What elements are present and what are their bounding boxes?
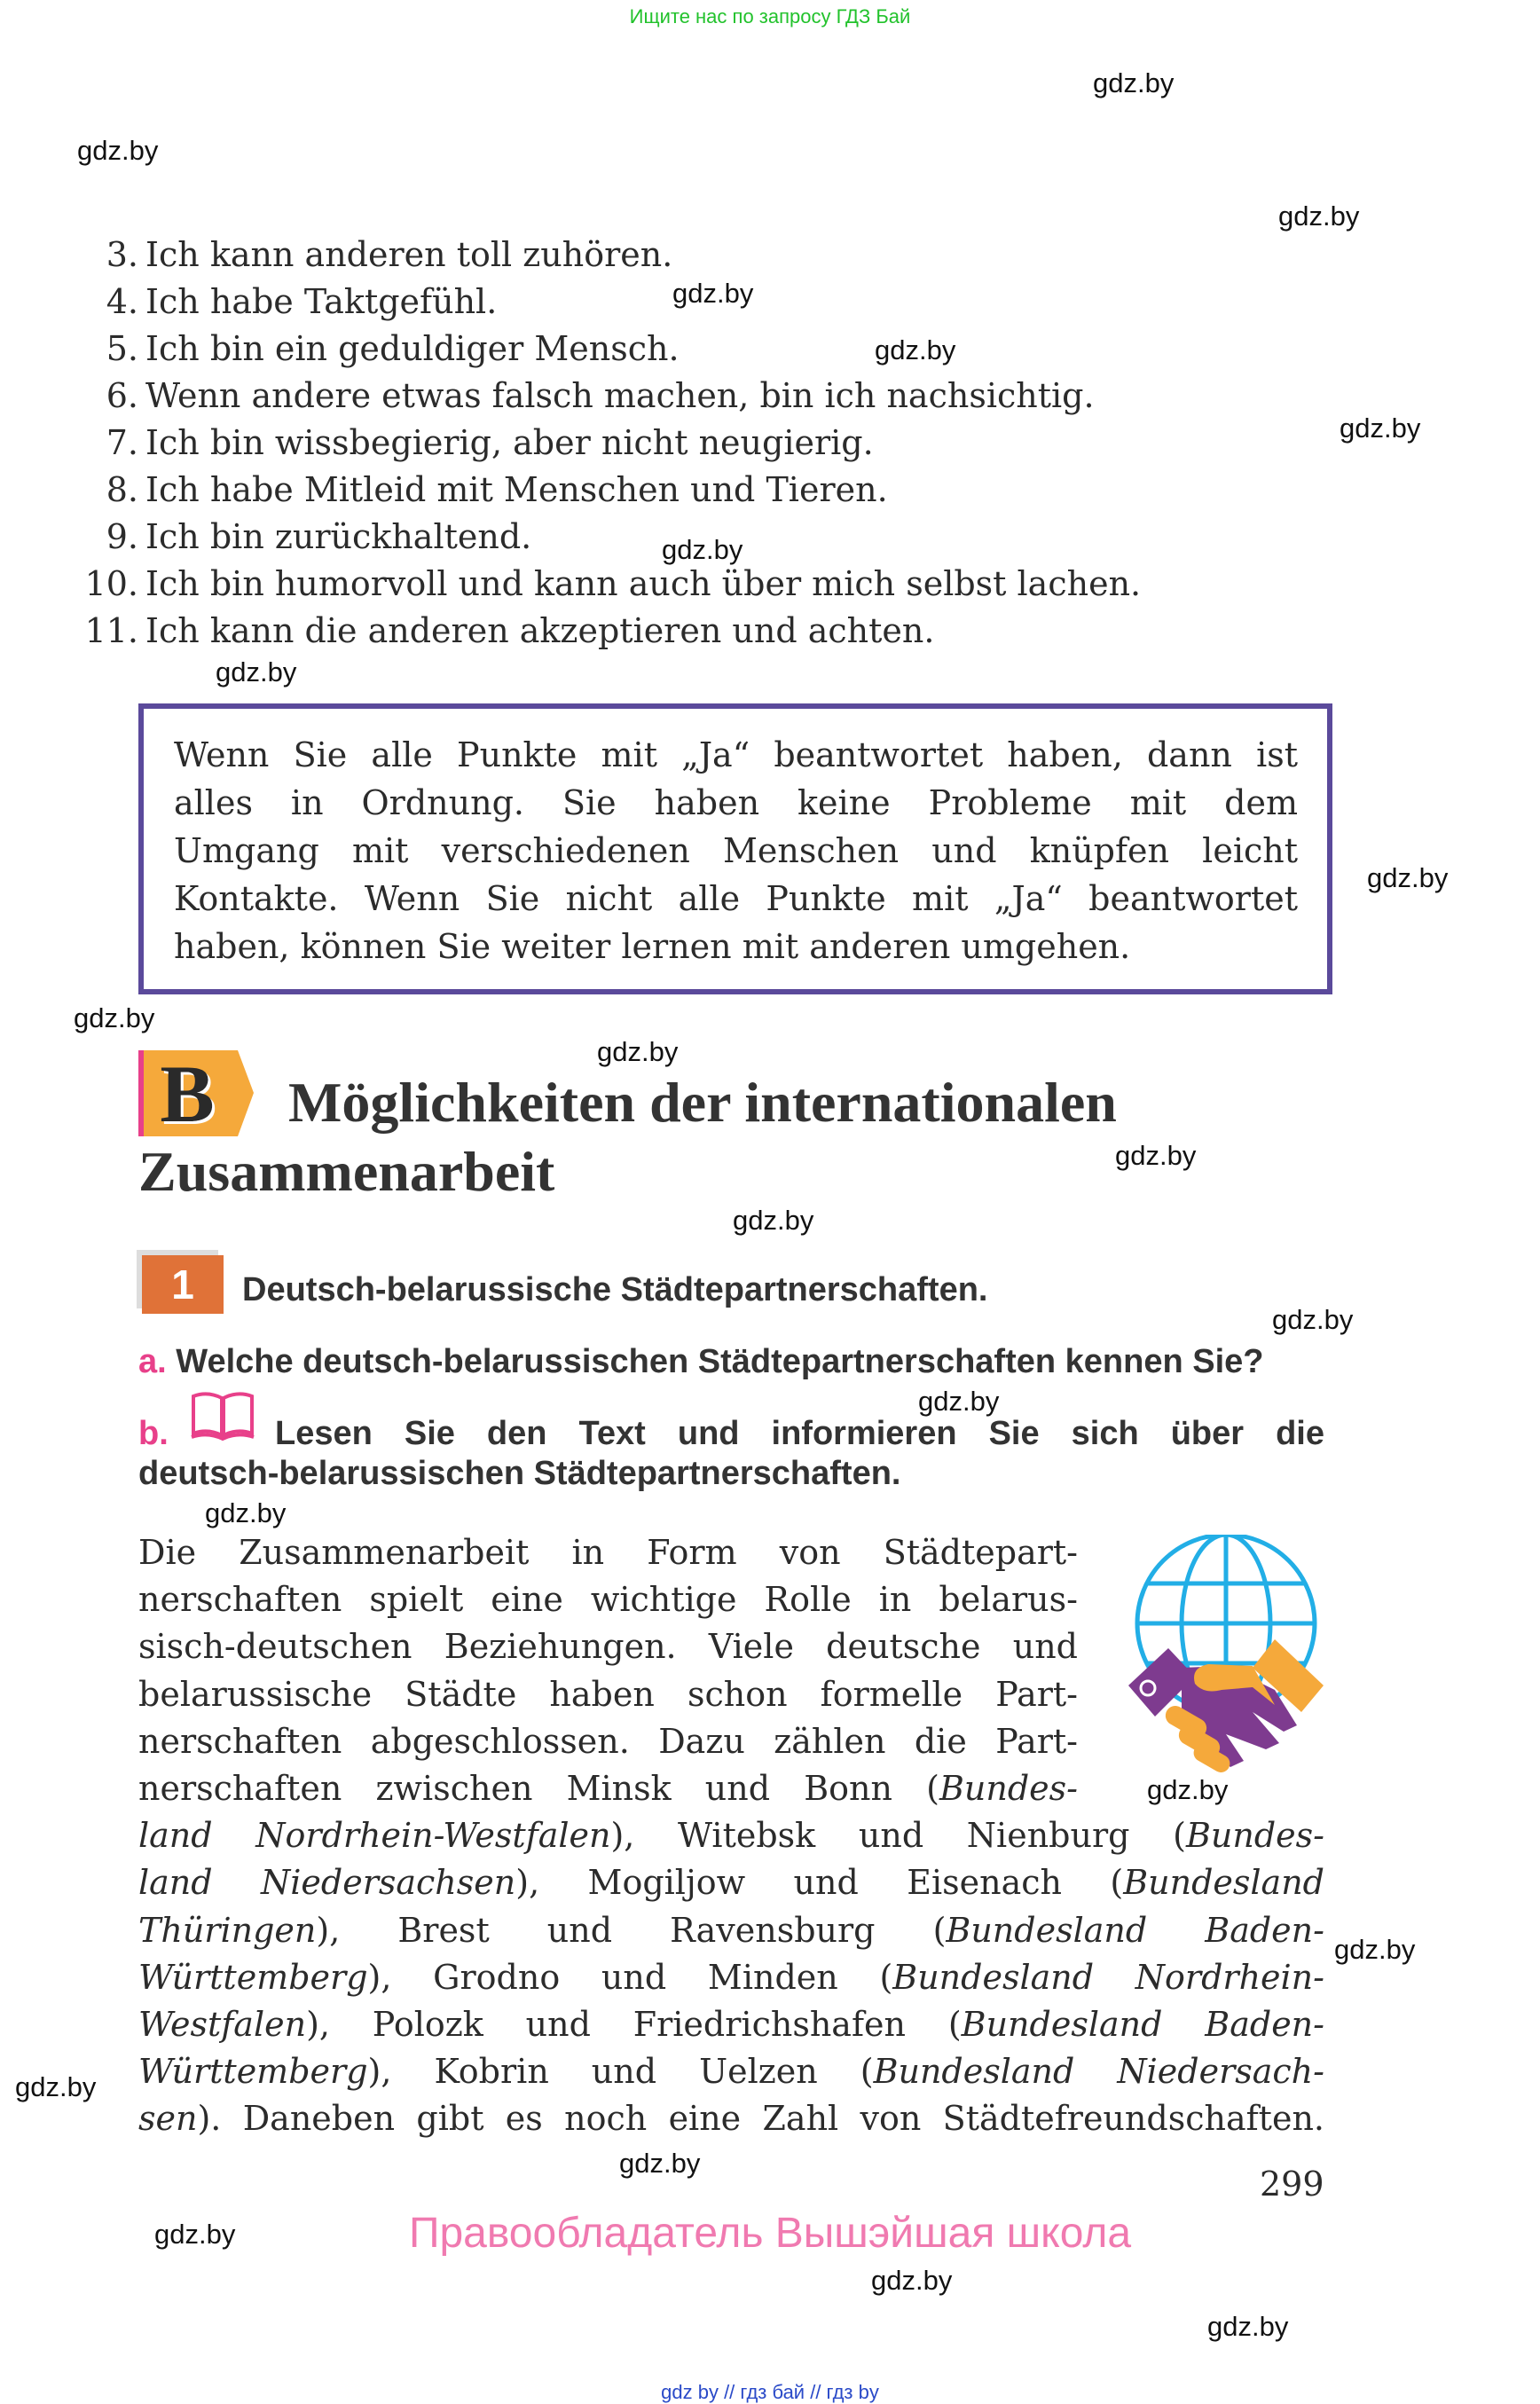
section-title-line2: Zusammenarbeit xyxy=(138,1140,555,1203)
list-item-text: Ich bin wissbegierig, aber nicht neugierig. xyxy=(145,423,874,462)
watermark: gdz.by xyxy=(1278,200,1360,232)
footer-links[interactable]: gdz by // гдз бай // гдз by xyxy=(661,2381,879,2403)
list-item-number: 4. xyxy=(106,282,138,321)
list-item-number: 9. xyxy=(106,517,138,556)
list-item-text: Ich bin zurückhaltend. xyxy=(145,517,532,556)
list-item-text: Ich habe Mitleid mit Menschen und Tieren. xyxy=(145,470,888,509)
paragraph-line xyxy=(138,1575,1078,1623)
watermark: gdz.by xyxy=(1093,67,1175,98)
result-box-line: alles in Ordnung. Sie haben keine Probleme mit dem xyxy=(174,783,1298,822)
italic-text: land Nordrhein-Westfalen xyxy=(138,1816,611,1856)
list-item xyxy=(75,235,672,274)
watermark: gdz.by xyxy=(875,334,956,365)
paragraph-line xyxy=(138,1622,1078,1670)
list-item-number: 7. xyxy=(106,423,138,462)
paragraph-line xyxy=(138,1906,1324,1954)
section-b-badge xyxy=(138,1050,254,1136)
watermark: gdz.by xyxy=(1115,1140,1197,1171)
text: ), Witebsk und Nienburg ( xyxy=(610,1816,1186,1856)
list-item xyxy=(75,470,888,509)
task-a-label: a. xyxy=(138,1343,167,1380)
watermark: gdz.by xyxy=(15,2071,97,2102)
watermark: gdz.by xyxy=(733,1205,814,1236)
exercise-title: Deutsch-belarussische Städtepartnerschaften. xyxy=(242,1271,988,1308)
book-icon xyxy=(190,1391,255,1442)
task-a xyxy=(138,1342,1264,1381)
text: nerschaften spielt eine wichtige Rolle in belarus- xyxy=(138,1580,1078,1620)
search-hint: Ищите нас по запросу ГДЗ Бай xyxy=(629,5,911,27)
watermark: gdz.by xyxy=(871,2265,953,2296)
text: ), Brest und Ravensburg ( xyxy=(316,1910,947,1950)
watermark: gdz.by xyxy=(74,1002,155,1033)
paragraph-line xyxy=(138,1858,1324,1906)
paragraph-line xyxy=(138,1717,1078,1765)
list-item xyxy=(75,423,874,462)
list-item-text: Wenn andere etwas falsch machen, bin ich nachsichtig. xyxy=(145,376,1095,415)
list-item xyxy=(75,376,1095,415)
italic-text: Thüringen xyxy=(138,1910,317,1950)
text: ), Kobrin und Uelzen ( xyxy=(367,2052,874,2092)
watermark: gdz.by xyxy=(597,1036,679,1067)
text: nerschaften zwischen Minsk und Bonn ( xyxy=(138,1769,939,1808)
watermark: gdz.by xyxy=(205,1497,287,1528)
paragraph-line xyxy=(138,2047,1324,2095)
text: belarussische Städte haben schon formelle Part- xyxy=(138,1674,1078,1714)
watermark: gdz.by xyxy=(1207,2311,1289,2342)
task-a-text: Welche deutsch-belarussischen Städtepartnerschaften kennen Sie? xyxy=(176,1343,1264,1380)
italic-text: Westfalen xyxy=(138,2005,307,2044)
watermark: gdz.by xyxy=(619,2148,701,2179)
list-item-number: 5. xyxy=(106,329,138,368)
italic-text: Württemberg xyxy=(138,2052,368,2092)
watermark: gdz.by xyxy=(77,135,159,166)
list-item-number: 11. xyxy=(84,611,138,650)
watermark: gdz.by xyxy=(1367,862,1449,893)
section-title-line1: Möglichkeiten der internationalen xyxy=(288,1071,1117,1134)
list-item xyxy=(75,282,497,321)
task-b-text-line2: deutsch-belarussischen Städtepartnerschaften. xyxy=(138,1455,901,1492)
list-item-text: Ich bin humorvoll und kann auch über mich selbst lachen. xyxy=(145,564,1142,603)
watermark: gdz.by xyxy=(672,278,754,309)
paragraph-line xyxy=(138,1953,1324,2001)
paragraph-line xyxy=(138,2094,1324,2142)
paragraph-line xyxy=(138,1764,1078,1812)
result-box-line: Umgang mit verschiedenen Menschen und knüpfen leicht xyxy=(174,831,1298,870)
paragraph-line xyxy=(138,1528,1078,1576)
text: Die Zusammenarbeit in Form von Städtepart- xyxy=(138,1533,1078,1572)
text: nerschaften abgeschlossen. Dazu zählen die Part- xyxy=(138,1721,1078,1761)
italic-text: Bundesland Nordrhein- xyxy=(892,1957,1324,1997)
list-item-number: 8. xyxy=(106,470,138,509)
globe-handshake-illustration xyxy=(1120,1535,1332,1774)
text: ), Polozk und Friedrichshafen ( xyxy=(306,2005,962,2044)
list-item xyxy=(75,517,531,556)
paragraph-line xyxy=(138,2000,1324,2048)
watermark: gdz.by xyxy=(662,534,743,565)
list-item-text: Ich kann anderen toll zuhören. xyxy=(145,235,673,274)
text: ), Mogiljow und Eisenach ( xyxy=(515,1863,1124,1903)
italic-text: Bundesland xyxy=(1123,1863,1324,1903)
list-item-number: 6. xyxy=(106,376,138,415)
copyright-notice: Правообладатель Вышэйшая школа xyxy=(408,2210,1132,2257)
result-box-line: haben, können Sie weiter lernen mit anderen umgehen. xyxy=(174,927,1131,966)
italic-text: Bundesland Baden- xyxy=(961,2005,1324,2044)
paragraph-line xyxy=(138,1811,1324,1859)
page-number: 299 xyxy=(1260,2164,1324,2204)
list-item-text: Ich bin ein geduldiger Mensch. xyxy=(145,329,680,368)
watermark: gdz.by xyxy=(216,656,297,687)
list-item-number: 3. xyxy=(106,235,138,274)
exercise-number: 1 xyxy=(142,1255,224,1314)
list-item-text: Ich habe Taktgefühl. xyxy=(145,282,498,321)
watermark: gdz.by xyxy=(1334,1934,1416,1965)
italic-text: land Niedersachsen xyxy=(138,1863,516,1903)
list-item xyxy=(75,564,1141,603)
task-b-text-line1: Lesen Sie den Text und informieren Sie sich über die xyxy=(275,1415,1324,1452)
list-item xyxy=(75,611,934,650)
italic-text: Württemberg xyxy=(138,1957,368,1997)
list-item xyxy=(75,329,680,368)
text: sisch-deutschen Beziehungen. Viele deutsche und xyxy=(138,1627,1078,1667)
watermark: gdz.by xyxy=(1272,1304,1354,1335)
italic-text: sen xyxy=(138,2099,198,2139)
list-item-number: 10. xyxy=(84,564,138,603)
italic-text: Bundes- xyxy=(939,1769,1078,1808)
watermark: gdz.by xyxy=(154,2219,236,2250)
section-letter: B xyxy=(160,1050,215,1136)
italic-text: Bundes- xyxy=(1185,1816,1324,1856)
italic-text: Bundesland Baden- xyxy=(946,1910,1324,1950)
result-box-line: Kontakte. Wenn Sie nicht alle Punkte mit „Ja“ beantwortet xyxy=(174,879,1298,918)
watermark: gdz.by xyxy=(1147,1774,1229,1805)
italic-text: Bundesland Niedersach- xyxy=(873,2052,1324,2092)
result-box-line: Wenn Sie alle Punkte mit „Ja“ beantwortet haben, dann ist xyxy=(174,735,1298,774)
text: ). Daneben gibt es noch eine Zahl von Städtefreundschaften. xyxy=(197,2099,1324,2139)
text: ), Grodno und Minden ( xyxy=(367,1957,893,1997)
watermark: gdz.by xyxy=(1340,412,1421,444)
list-item-text: Ich kann die anderen akzeptieren und achten. xyxy=(145,611,935,650)
paragraph-line xyxy=(138,1670,1078,1718)
task-b-label: b. xyxy=(138,1415,169,1452)
watermark: gdz.by xyxy=(918,1386,1000,1417)
